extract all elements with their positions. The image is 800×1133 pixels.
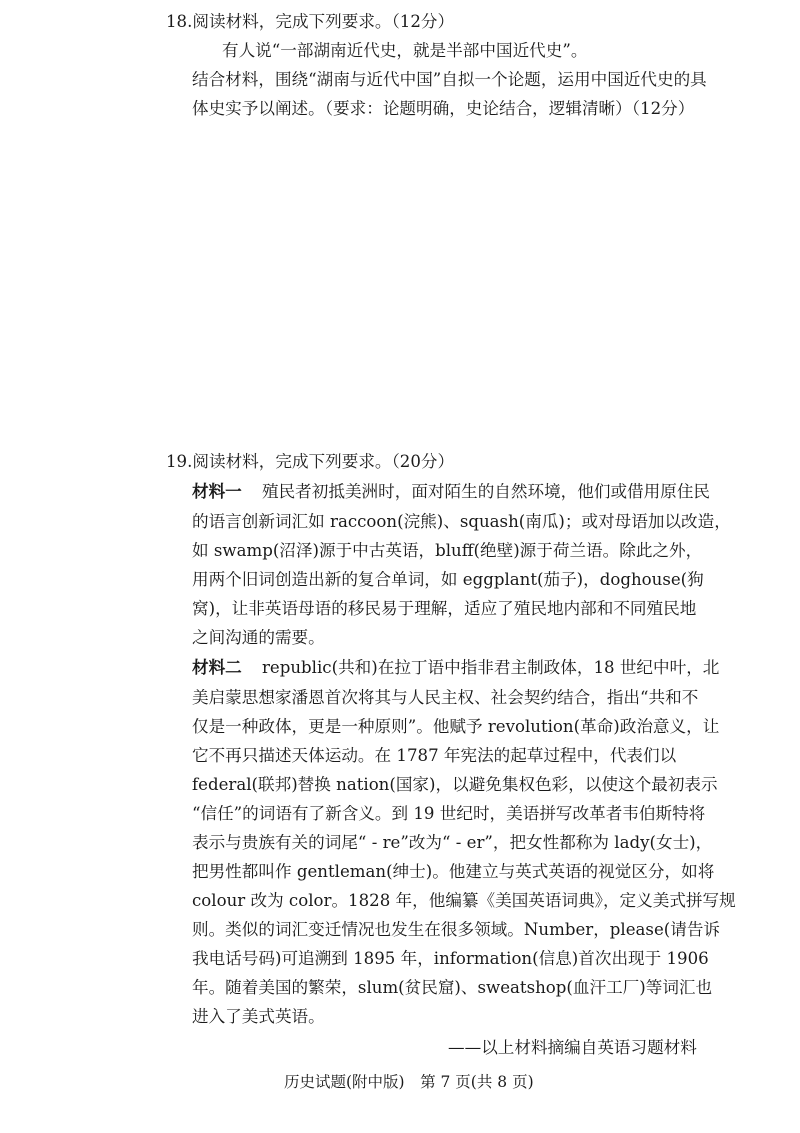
q18-heading: 18.阅读材料，完成下列要求。（12分）	[166, 12, 455, 31]
material-2-line: 仅是一种政体，更是一种原则”。他赋予 revolution(革命)政治意义，让	[192, 717, 720, 736]
material-2-line: 进入了美式英语。	[192, 1007, 325, 1026]
material-1-label: 材料一	[192, 482, 242, 501]
material-2-line: 把男性都叫作 gentleman(绅士)。他建立与英式英语的视觉区分，如将	[192, 862, 715, 881]
material-2-line: “信任”的词语有了新含义。到 19 世纪时，美语拼写改革者韦伯斯特将	[192, 804, 706, 823]
material-2-line: 它不再只描述天体运动。在 1787 年宪法的起草过程中，代表们以	[192, 746, 677, 765]
material-1-line: 用两个旧词创造出新的复合单词，如 eggplant(茄子)，doghouse(狗	[192, 570, 704, 589]
material-2-label: 材料二	[192, 658, 242, 677]
material-2-line: 美启蒙思想家潘恩首次将其与人民主权、社会契约结合，指出“共和不	[192, 688, 699, 707]
material-1-line: 的语言创新词汇如 raccoon(浣熊)、squash(南瓜)；或对母语加以改造，	[192, 512, 731, 531]
material-2-line: 我电话号码)可追溯到 1895 年，information(信息)首次出现于 1906	[192, 949, 709, 968]
material-2-line: 年。随着美国的繁荣，slum(贫民窟)、sweatshop(血汗工厂)等词汇也	[192, 978, 713, 997]
q18-task-line-2: 体史实予以阐述。（要求：论题明确，史论结合，逻辑清晰）（12分）	[192, 99, 695, 118]
q18-quote: 有人说“一部湖南近代史，就是半部中国近代史”。	[222, 41, 588, 60]
material-2-line: colour 改为 color。1828 年，他编纂《美国英语词典》，定义美式拼写规	[192, 891, 736, 910]
material-1-line: 之间沟通的需要。	[192, 628, 325, 647]
material-2-line: 表示与贵族有关的词尾“ - re”改为“ - er”，把女性都称为 lady(女士)，	[192, 833, 713, 852]
page-footer: 历史试题(附中版) 第 7 页(共 8 页)	[284, 1073, 534, 1091]
material-source: ——以上材料摘编自英语习题材料	[448, 1038, 697, 1057]
material-1-line: 殖民者初抵美洲时，面对陌生的自然环境，他们或借用原住民	[262, 482, 711, 501]
material-1-line: 如 swamp(沼泽)源于中古英语，bluff(绝壁)源于荷兰语。除此之外，	[192, 541, 703, 560]
material-2-line: republic(共和)在拉丁语中指非君主制政体，18 世纪中叶，北	[262, 658, 720, 677]
q18-task-line-1: 结合材料，围绕“湖南与近代中国”自拟一个论题，运用中国近代史的具	[192, 70, 707, 89]
material-2-line: 则。类似的词汇变迁情况也发生在很多领域。Number，please(请告诉	[192, 920, 721, 939]
q19-heading: 19.阅读材料，完成下列要求。（20分）	[166, 452, 455, 471]
material-1-line: 窝)，让非英语母语的移民易于理解，适应了殖民地内部和不同殖民地	[192, 599, 697, 618]
material-2-line: federal(联邦)替换 nation(国家)，以避免集权色彩，以使这个最初表示	[192, 775, 718, 794]
